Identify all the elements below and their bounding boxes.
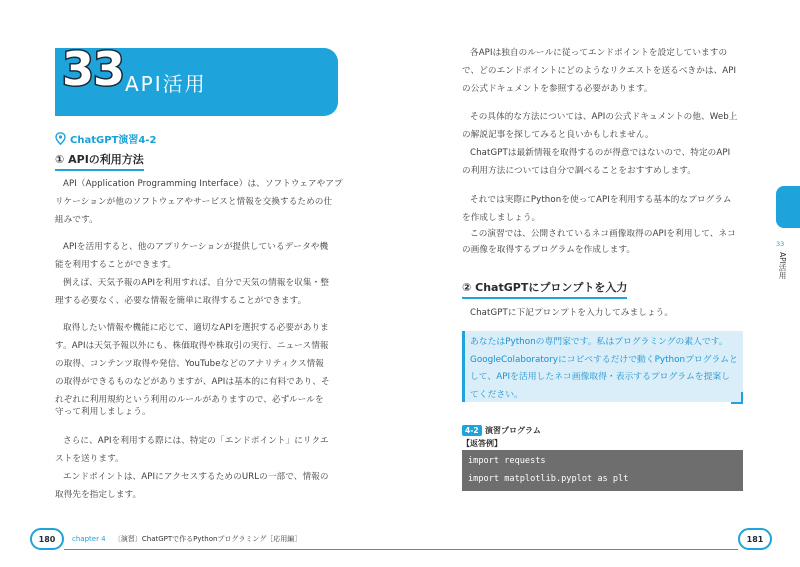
body-line: す。APIは天気予報以外にも、株価取得や株取引の実行、ニュース情報 [55,341,329,351]
body-line: れぞれに利用規約という利用のルールがありますので、必ずルールを [55,395,324,405]
footer-rule [64,549,400,550]
footer-running-title [72,534,301,544]
location-pin-icon [55,132,66,145]
footer-rule [400,549,738,550]
body-line: エンドポイントは、APIにアクセスするためのURLの一部で、情報の [63,472,329,482]
body-line: 守って利用しましょう。 [55,407,151,417]
section-heading-1: ① APIの利用方法 [55,151,144,171]
body-line: それでは実際にPythonを使ってAPIを利用する基本的なプログラム [470,195,732,205]
body-line: 理する必要なく、必要な情報を簡単に取得することができます。 [55,296,307,306]
body-line: で、どのエンドポイントにどのようなリクエストを送るべきかは、API [462,66,737,76]
body-line: 取得したい情報や機能に応じて、適切なAPIを選択する必要がありま [63,323,329,333]
prompt-line: あなたはPythonの専門家です。私はプログラミングの素人です。 [470,337,728,347]
body-line: の利用方法については自分で調べることをおすすめします。 [462,166,696,176]
body-line: ストを送ります。 [55,454,124,464]
footer-book-title: 〔演習〕ChatGPTで作るPythonプログラミング［応用編］ [113,535,302,543]
exercise-label-text: ChatGPT演習4-2 [70,135,157,146]
section-number: 33 [62,42,125,96]
body-line: API（Application Programming Interface）は、ソフトウェアやアプ [63,179,343,189]
body-line: の公式ドキュメントを参照する必要があります。 [462,84,653,94]
section-intro: ChatGPTに下記プロンプトを入力してみましょう。 [470,308,674,318]
body-line: この演習では、公開されているネコ画像取得のAPIを利用して、ネコ [470,229,736,239]
body-line: 能を利用することができます。 [55,260,177,270]
prompt-line: GoogleColaboratoryにコピペするだけで動くPythonプログラムと [470,354,738,365]
page-number-left: 180 [30,528,64,550]
side-section-title: API活用 [778,252,787,279]
body-line: その具体的な方法については、APIの公式ドキュメントの他、Web上 [470,112,738,122]
body-line: 各APIは独自のルールに従ってエンドポイントを設定していますの [470,48,728,58]
listing-subtitle: 【返答例】 [462,439,502,448]
body-line: リケーションが他のソフトウェアやサービスと情報を交換するための仕 [55,197,333,207]
prompt-line: てください。 [470,389,523,400]
section-heading-2: ② ChatGPTにプロンプトを入力 [462,279,627,299]
body-line: の取得、コンテンツ取得や発信、YouTubeなどのアナリティクス情報 [55,359,325,369]
body-line: 例えば、天気予報のAPIを利用すれば、自分で天気の情報を収集・整 [63,278,330,288]
listing-badge: 4-2 [462,425,482,436]
body-line: の解説記事を探してみると良いかもしれません。 [462,130,654,140]
body-line: さらに、APIを利用する際には、特定の「エンドポイント」にリクエ [63,436,329,446]
body-line: APIを活用すると、他のアプリケーションが提供しているデータや機 [63,242,329,252]
prompt-line: して、APIを活用したネコ画像取得・表示するプログラムを提案し [470,372,730,382]
footer-chapter: chapter 4 [72,535,106,543]
exercise-label [55,131,156,146]
page-number-right: 181 [738,528,772,550]
body-line: ChatGPTは最新情報を取得するのが得意ではないので、特定のAPI [470,148,731,158]
side-chapter-label: chapter 4 [778,186,786,220]
body-line: を作成しましょう。 [462,213,541,223]
prompt-text [470,334,738,404]
body-line: の取得ができるものなどがありますが、APIは基本的に有料であり、そ [55,377,330,387]
body-line: の画像を取得するプログラムを作成します。 [462,245,636,255]
body-line: 取得先を指定します。 [55,490,142,500]
side-section-number: 33 [776,240,785,248]
listing-title: 演習プログラム [485,426,541,435]
code-line: import requests [468,456,546,466]
section-title: API活用 [125,72,207,96]
code-line: import matplotlib.pyplot as plt [468,474,629,484]
body-line: 組みです。 [55,215,98,225]
